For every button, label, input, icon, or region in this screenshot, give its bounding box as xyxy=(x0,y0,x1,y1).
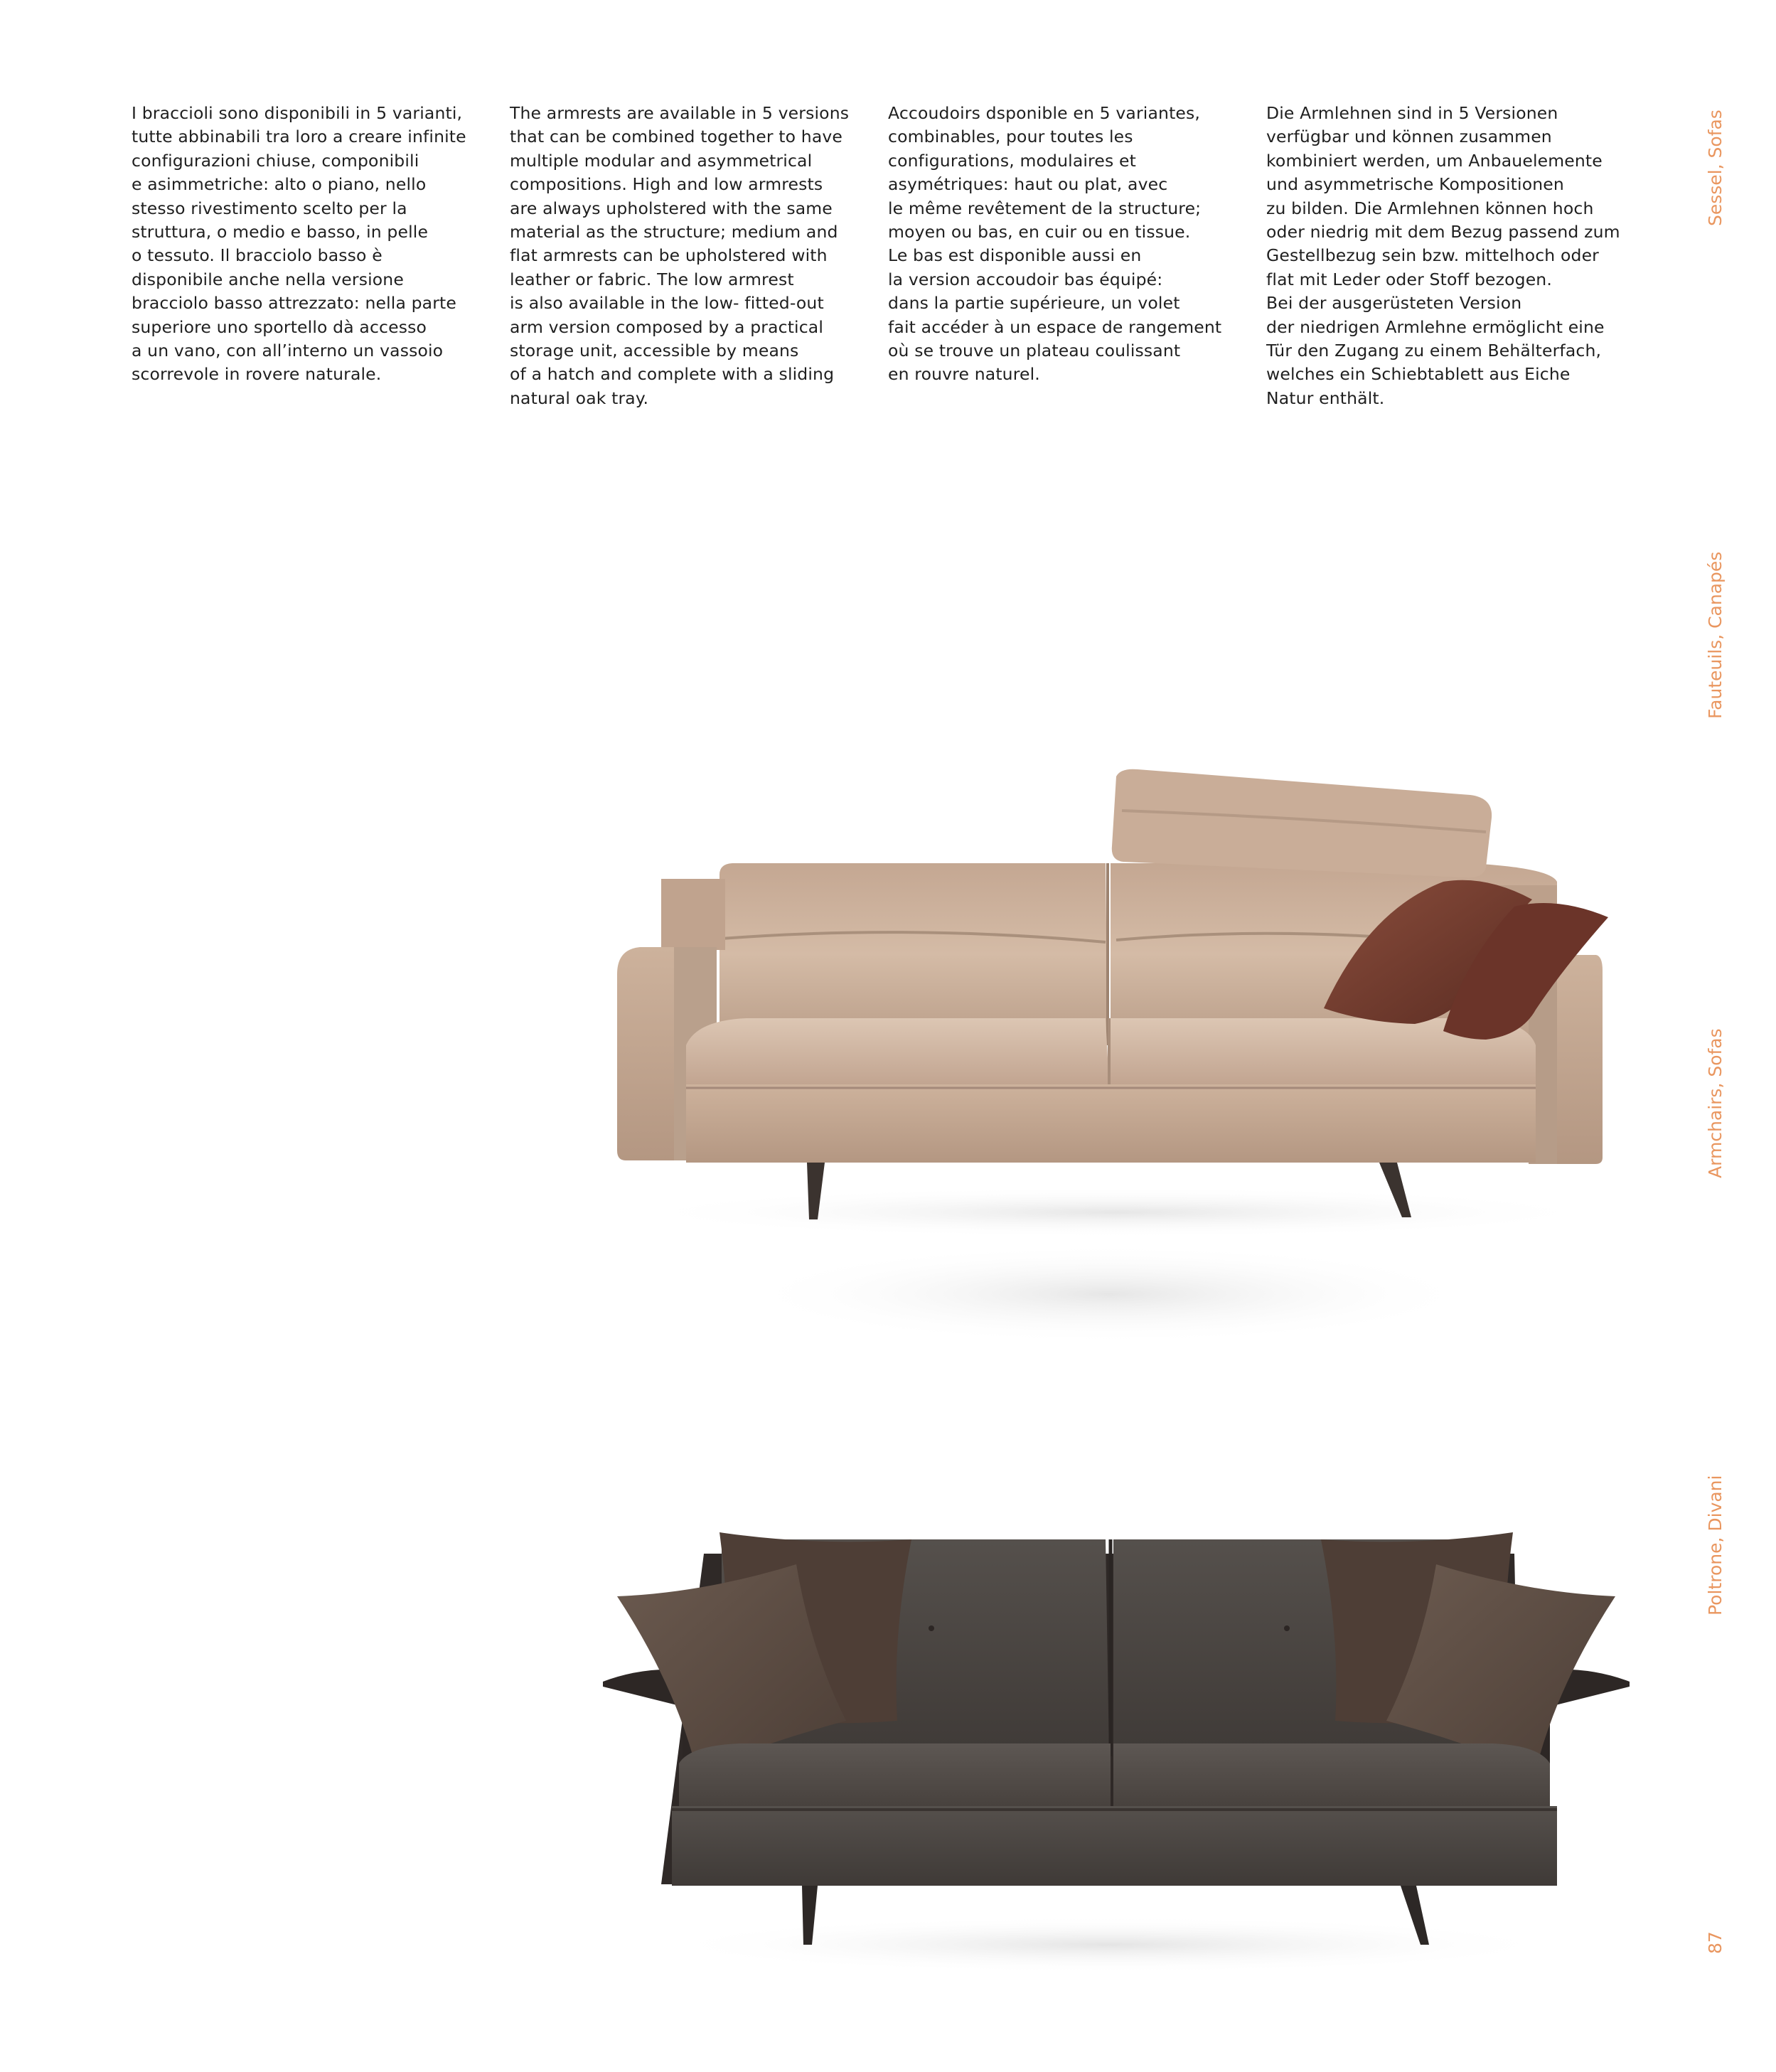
fabric-sofa-seat-right xyxy=(1113,1743,1550,1806)
side-label-fauteuils-text: Fauteuils, Canapés xyxy=(1705,551,1726,719)
side-label-sessel-text: Sessel, Sofas xyxy=(1705,110,1726,226)
text-column-italian: I braccioli sono disponibili in 5 varianti, tutte abbinabili tra loro a creare infinite configurazioni chiuse, componibili e asimmetriche: alto o piano, nello stesso rivestimento scelto per la struttura, o medio e basso, in pelle o tessuto. Il bracciolo basso è disponibile anche nella versione bracciolo basso attrezzato: nella parte superiore uno sportello dà accesso a un vano, con all’interno un vassoio scorrevole in rovere naturale. xyxy=(132,103,466,385)
text-column-french: Accoudoirs dsponible en 5 variantes, combinables, pour toutes les configurations, modulaires et asymétriques: haut ou plat, avec le même revêtement de la structure; moyen ou bas, en cuir ou en tissue. Le bas est disponible aussi en la version accoudoir bas équipé: dans la partie supérieure, un volet fait accéder à un espace de rangement où se trouve un plateau coulissant en rouvre naturel. xyxy=(888,103,1222,385)
side-label-poltrone-text: Poltrone, Divani xyxy=(1705,1475,1726,1616)
page-number-text: 87 xyxy=(1705,1931,1726,1954)
fabric-sofa-seat-left xyxy=(679,1743,1111,1806)
fabric-sofa-base xyxy=(672,1806,1557,1886)
text-column-english: The armrests are available in 5 versions that can be combined together to have multiple modular and asymmetrical compositions. High and low armrests are always upholstered with the same material as the structure; medium and flat armrests can be upholstered with leather or fabric. The low armrest is also available in the low- fitted-out arm version composed by a practical storage unit, accessible by means of a hatch and complete with a sliding natural oak tray. xyxy=(510,103,850,408)
side-label-armchairs-text: Armchairs, Sofas xyxy=(1705,1028,1726,1178)
text-column-german: Die Armlehnen sind in 5 Versionen verfügbar und können zusammen kombiniert werden, um Anbauelemente und asymmetrische Kompositionen zu bilden. Die Armlehnen können hoch oder niedrig mit dem Bezug passend zum Gestellbezug sein bzw. mittelhoch oder flat mit Leder oder Stoff bezogen. Bei der ausgerüsteten Version der niedrigen Armlehne ermöglicht eine Tür den Zugang zu einem Behälterfach, welches ein Schiebtablett aus Eiche Natur enthält. xyxy=(1266,103,1620,408)
